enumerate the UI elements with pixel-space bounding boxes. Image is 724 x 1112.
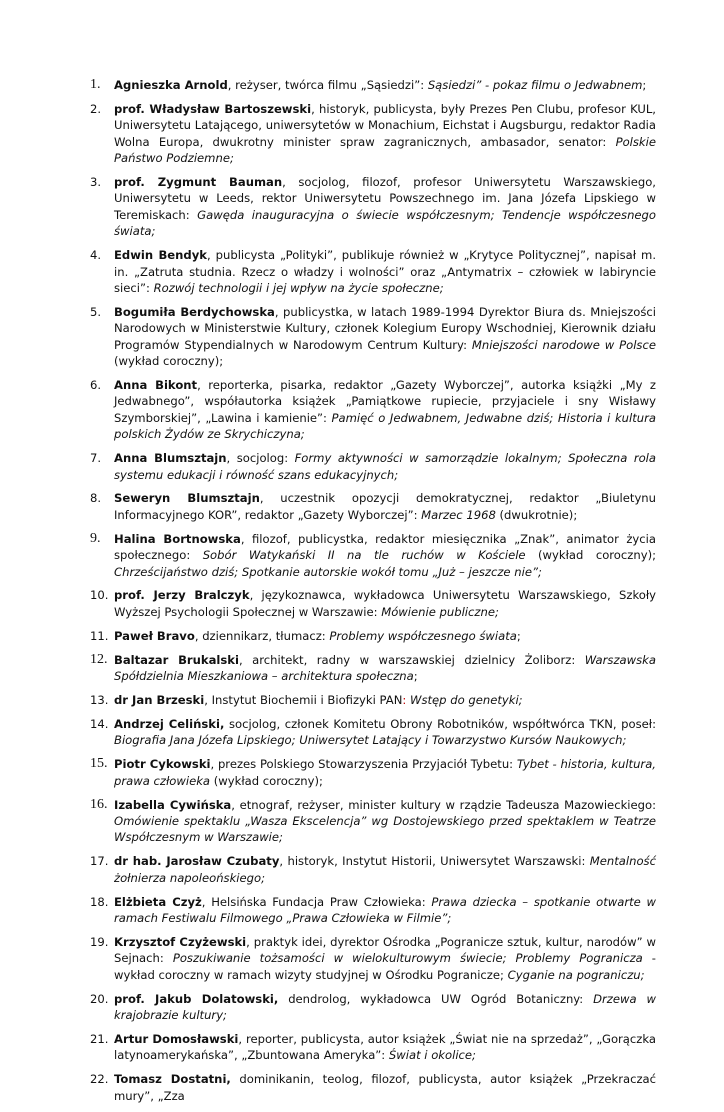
description-text: , reżyser, twórca filmu „Sąsiedzi”: [227,78,428,92]
description-text: ; [516,628,521,643]
speaker-name: prof. Władysław Bartoszewski [114,101,312,116]
list-item [90,450,656,483]
description-text: dendrolog, wykładowca UW Ogród Botaniczny: [278,991,594,1006]
item-number: 17. [90,854,109,869]
description-text: , uczestnik opozycji demokratycznej, redaktor „Biuletynu Informacyjnego KOR”, redaktor „Gazety Wyborczej”: [114,491,656,522]
item-number: 9. [90,530,101,546]
lecture-title: Problemy współczesnego świata [329,628,517,643]
description-text: , językoznawca, wykładowca Uniwersytetu Warszawskiego, Szkoły Wyższej Psychologii Społecznej w Warszawie: [114,588,656,619]
lecturer-list [90,77,656,1112]
item-number: 8. [90,491,102,506]
lecture-title: Sąsiedzi” - pokaz filmu o Jedwabnem [427,78,643,92]
description-text: , historyk, publicysta, były Prezes Pen Clubu, profesor KUL, Uniwersytetu Latającego, uniwersytetów w Monachium, Eichstat i Augsburgu, redaktor Radia Wolna Europa, dwukrotny minister spraw zagranicznych, ambasador, senator: [114,101,656,149]
list-item [90,716,656,749]
speaker-name: Seweryn Blumsztajn [114,491,260,506]
list-item [90,797,656,846]
description-text: , socjolog, filozof, profesor Uniwersytetu Warszawskiego, Uniwersytetu w Leeds, rektor Uniwersytetu Powszechnego im. Jana Józefa Lipskiego w Teremiskach: [114,175,656,222]
speaker-name: Anna Blumsztajn [114,451,227,466]
description-text: dominikanin, teolog, filozof, publicysta, autor książek „Przekraczać mury”, „Zza [114,1072,657,1103]
description-text: , reporterka, pisarka, redaktor „Gazety Wyborczej”, autorka książki „My z Jedwabnego”, współautorka książek „Pamiątkowe rupiecie, przyjaciele i sny Wisławy Szymborskiej”, „Lawina i kamienie”: [114,378,656,425]
speaker-name: Tomasz Dostatni, [114,1072,231,1087]
description-text: , praktyk idei, dyrektor Ośrodka „Pogranicze sztuk, kultur, narodów” w Sejnach: [114,934,656,966]
description-text: , etnograf, reżyser, minister kultury w rządzie Tadeusza Mazowieckiego: [231,797,656,812]
item-number: 7. [90,451,102,466]
lecture-title: Drzewa w krajobrazie kultury; [114,991,656,1022]
description-text: , historyk, Instytut Historii, Uniwersytet Warszawski: [279,854,590,869]
speaker-name: Krzysztof Czyżewski [114,934,247,949]
description-text: , architekt, radny w warszawskiej dzielnicy Żoliborz: [238,652,585,667]
item-number: 15. [90,756,108,772]
item-number: 10. [90,588,109,603]
list-item [90,377,656,443]
description-text: , dziennikarz, tłumacz: [194,628,330,643]
description-text: - wykład coroczny w ramach wizyty studyjnej w Ośrodku Pogranicze; [114,951,656,982]
lecture-title: Formy aktywności w samorządzie lokalnym; Społeczna rola systemu edukacji i równość szans edukacyjnych; [114,451,656,482]
item-number: 14. [90,716,109,731]
description-text: , socjolog: [226,451,295,466]
lecture-title: Mówienie publiczne; [381,604,499,619]
lecture-title: Polskie Państwo Podziemne; [114,134,656,166]
description-text: , prezes Polskiego Stowarzyszenia Przyjaciół Tybetu: [210,757,517,772]
description-text: (wykład coroczny); [525,548,656,563]
item-number: 18. [90,894,109,909]
item-number: 11. [90,628,109,643]
item-number: 3. [90,175,102,190]
lecture-title: Warszawska Spółdzielnia Mieszkaniowa – architektura społeczna [114,652,656,684]
lecture-title: Biografia Jana Józefa Lipskiego; Uniwersytet Latający i Towarzystwo Kursów Naukowych; [114,733,627,748]
lecture-title: Marzec 1968 [421,507,496,522]
lecture-title: Cyganie na pograniczu; [507,967,645,982]
list-item [90,894,656,927]
speaker-name: prof. Jakub Dolatowski, [114,991,279,1006]
description-text: , publicystka, w latach 1989-1994 Dyrektor Biura ds. Mniejszości Narodowych w Ministerstwie Kultury, członek Kolegium Europy Wschodniej, Kierownik działu Programów Stypendialnych w Narodowym Centrum Kultury: [114,304,656,352]
list-item [90,692,656,708]
item-number: 1. [90,77,101,92]
lecture-title: Mniejszości narodowe w Polsce [471,337,656,352]
speaker-name: Paweł Bravo [114,628,195,643]
speaker-name: dr Jan Brzeski [114,693,205,707]
speaker-name: prof. Zygmunt Bauman [114,175,283,190]
list-item [90,531,656,580]
lecture-title: Prawa dziecka – spotkanie otwarte w ramach Festiwalu Filmowego „Prawa Człowieka w Filmie”; [114,894,656,925]
list-item [90,101,656,167]
description-text: ; [413,669,418,684]
speaker-name: Elżbieta Czyż [114,894,202,909]
speaker-name: Edwin Bendyk [114,248,207,263]
speaker-name: dr hab. Jarosław Czubaty [114,854,280,869]
speaker-name: Andrzej Celiński, [114,716,225,731]
item-number: 5. [90,304,102,319]
item-number: 2. [90,101,102,116]
description-text: ; [642,78,647,92]
speaker-name: Piotr Cykowski [114,757,211,772]
speaker-name: Baltazar Brukalski [114,652,239,667]
list-item [90,991,656,1024]
item-number: 16. [90,796,108,812]
item-number: 13. [90,693,109,707]
lecture-title: Mentalność żołnierza napoleońskiego; [114,854,656,885]
speaker-name: Artur Domosławski [114,1031,239,1046]
description-text: , reporter, publicysta, autor książek „Świat nie na sprzedaż”, „Gorączka latynoamerykańska”, „Zbuntowana Ameryka”: [114,1031,656,1063]
list-item [90,247,656,296]
item-number: 19. [90,934,109,949]
list-item [90,174,656,240]
item-number: 20. [90,991,109,1006]
punctuation: : [402,693,407,707]
description-text: , publicysta „Polityki”, publikuje również w „Krytyce Politycznej”, napisał m. in. „Zatruta studnia. Rzecz o władzy i wolności” oraz „Antymatrix – człowiek w labiryncie sieci”: [114,248,657,295]
list-item [90,77,656,93]
item-number: 21. [90,1031,109,1046]
lecture-title: Świat i okolice; [388,1048,476,1063]
item-number: 4. [90,248,102,263]
speaker-name: Agnieszka Arnold [114,78,228,92]
speaker-name: Anna Bikont [114,378,198,392]
lecture-title: Omówienie spektaklu „Wasza Ekscelencja” wg Dostojewskiego przed spektaklem w Teatrze Współczesnym w Warszawie; [114,813,656,845]
list-item [90,1071,656,1104]
lecture-title: Sobór Watykański II na tle ruchów w Kościele [202,548,526,563]
list-item [90,490,656,523]
list-item [90,853,656,886]
lecture-title: Gawęda inauguracyjna o świecie współczesnym; Tendencje współczesnego świata; [114,207,656,239]
lecture-title: Wstęp do genetyki; [409,693,523,707]
item-number: 22. [90,1072,109,1087]
lecture-title: Pamięć o Jedwabnem, Jedwabne dziś; Historia i kultura polskich Żydów ze Skrychiczyna; [114,410,656,442]
lecture-title: Tybet - historia, kultura, prawa człowieka [114,757,656,788]
speaker-name: prof. Jerzy Bralczyk [114,588,250,603]
list-item [90,1031,656,1064]
list-item [90,304,656,370]
speaker-name: Izabella Cywińska [114,797,232,812]
description-text: socjolog, członek Komitetu Obrony Robotników, współtwórca TKN, poseł: [224,716,656,731]
description-text: (wykład coroczny); [114,354,224,369]
speaker-name: Halina Bortnowska [114,531,241,546]
description-text: , filozof, publicystka, redaktor miesięcznika „Znak”, animator życia społecznego: [114,531,656,563]
list-item [90,587,656,620]
item-number: 12. [90,651,108,667]
description-text: (dwukrotnie); [495,507,578,522]
list-item [90,934,656,983]
list-item [90,628,656,644]
list-item [90,652,656,685]
item-number: 6. [90,378,102,392]
description-text: , Instytut Biochemii i Biofizyki PAN [204,693,403,707]
description-text: (wykład coroczny); [210,773,323,788]
description-text: , Helsińska Fundacja Praw Człowieka: [201,894,432,909]
lecture-title: Chrześcijaństwo dziś; Spotkanie autorskie wokół tomu „Już – jeszcze nie”; [114,564,542,579]
lecture-title: Rozwój technologii i jej wpływ na życie społeczne; [153,280,444,295]
list-item [90,756,656,789]
speaker-name: Bogumiła Berdychowska [114,304,275,319]
lecture-title: Poszukiwanie tożsamości w wielokulturowym świecie; Problemy Pogranicza [172,951,643,966]
